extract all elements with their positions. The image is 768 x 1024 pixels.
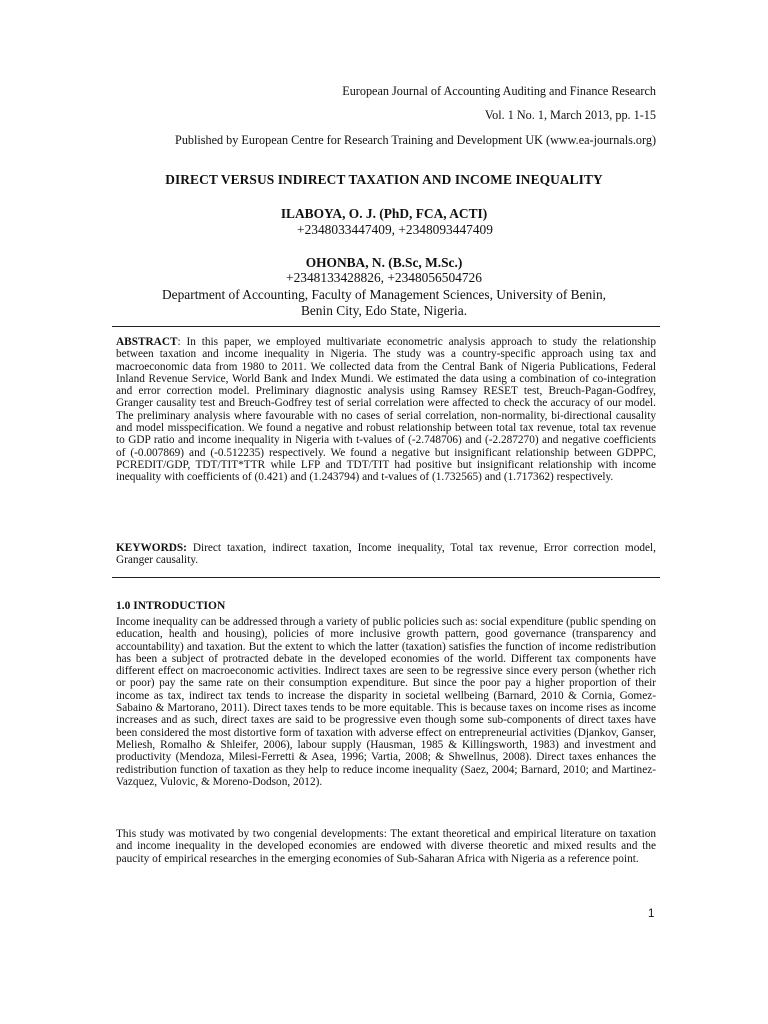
bottom-divider [112,577,660,578]
keywords-text: Direct taxation, indirect taxation, Income inequality, Total tax revenue, Error correction model, Granger causality. [116,542,656,567]
affiliation-line-1: Department of Accounting, Faculty of Management Sciences, University of Benin, [161,287,606,302]
affiliation-line-2: Benin City, Edo State, Nigeria. [300,303,468,318]
abstract [116,336,656,484]
journal-name: European Journal of Accounting Auditing and Finance Research [342,84,656,98]
abstract-label: ABSTRACT [116,336,178,348]
keywords-label: KEYWORDS: [116,542,187,554]
author-1-phone: +2348033447409, +2348093447409 [297,222,493,237]
section-heading: 1.0 INTRODUCTION [116,600,226,612]
page-number: 1 [648,908,655,920]
top-divider [112,326,660,327]
abstract-text: : In this paper, we employed multivariate econometric analysis approach to study the relationship between taxation and income inequality in Nigeria. The study was a country-specific approach using tax and macroeconomic data from 1980 to 2011. We collected data from the Central Bank of Nigeria Publications, Federal Inland Revenue Service, World Bank and Index Mundi. We estimated the data using a combination of co-integration and error correction model. Preliminary diagnostic analysis using Ramsey RESET test, Breuch-Pagan-Godfrey, Granger causality test and Breuch-Godfrey test of serial correlation were affected to check the accuracy of our model. The preliminary analysis where favourable with no cases of serial correlation, non-normality, bi-directional causality and model misspecification. We found a negative and robust relationship between total tax revenue, total tax revenue to GDP ratio and income inequality in Nigeria with t-values of (-2.748706) and (-2.287270) and negative coefficients of (-0.007869) and (-0.512235) respectively. We found a negative but insignificant relationship between GDPPC, PCREDIT/GDP, TDT/TIT*TTR while LFP and TDT/TIT had positive but insignificant relationship with income inequality with coefficients of (0.421) and (1.243794) and t-values of (1.732565) and (1.717362) respectively. [116,336,656,484]
intro-paragraph-2: This study was motivated by two congenial developments: The extant theoretical and empirical literature on taxation and income inequality in the developed economies are endowed with diverse theoretic and mixed results and the paucity of empirical researches in the emerging economies of Sub-Saharan Africa with Nigeria as a reference point. [116,828,656,865]
paper-title: DIRECT VERSUS INDIRECT TAXATION AND INCOME INEQUALITY [165,172,603,187]
author-1-name: ILABOYA, O. J. (PhD, FCA, ACTI) [280,206,488,221]
intro-paragraph-1: Income inequality can be addressed through a variety of public policies such as: social expenditure (public spending on education, health and housing), policies of more inclusive growth pattern, good governance (transparency and accountability) and taxation. But the extent to which the latter (taxation) satisfies the function of income redistribution has been a subject of protracted debate in the developed economies of the world. Different tax components have different effect on macroeconomic activities. Indirect taxes are seen to be regressive since every person (whether rich or poor) pay the same rate on their consumption expenditure. But since the poor pay a higher proportion of their income as tax, indirect tax tends to increase the disparity in societal wellbeing (Barnard, 2010 & Cornia, Gomez-Sabaino & Martorano, 2011). Direct taxes tends to be more equitable. This is because taxes on income rises as income increases and as such, direct taxes are said to be progressive even though some sub-components of direct taxes have been considered the most distortive form of taxation with adverse effect on entrepreneurial activities (Djankov, Ganser, Meliesh, Romalho & Shleifer, 2006), labour supply (Hausman, 1985 & Killingsworth, 1983) and investment and productivity (Mendoza, Milesi-Ferretti & Asea, 1996; Vartia, 2008; & Shwellnus, 2008). Direct taxes enhances the redistribution function of taxation as they help to reduce income inequality (Saez, 2004; Barnard, 2010; and Martinez-Vazquez, Vulovic, & Moreno-Dodson, 2012). [116,616,656,788]
keywords [116,542,656,567]
publisher-info: Published by European Centre for Research Training and Development UK (www.ea-journals.org) [175,133,656,147]
volume-info: Vol. 1 No. 1, March 2013, pp. 1-15 [484,108,656,122]
author-2-name: OHONBA, N. (B.Sc, M.Sc.) [305,255,463,270]
author-2-phone: +2348133428826, +2348056504726 [286,270,482,285]
